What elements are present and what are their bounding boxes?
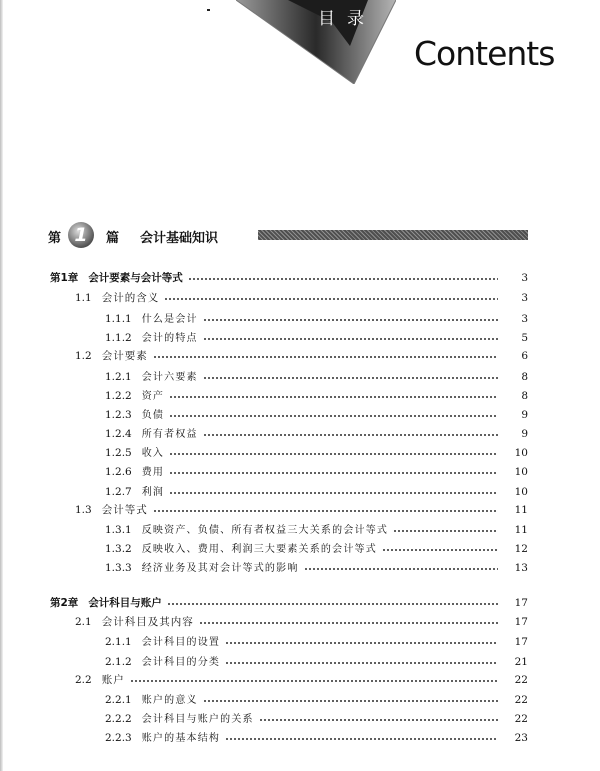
toc-entry-page: 3 xyxy=(521,292,528,304)
toc-entry-page: 22 xyxy=(514,694,528,706)
toc-entry-number: 1.2 xyxy=(75,350,92,362)
toc-entry-title: 账户的基本结构 xyxy=(141,733,221,744)
toc-sub-entry[interactable] xyxy=(0,387,600,405)
toc-sub-entry[interactable] xyxy=(0,483,600,501)
toc-entry-number: 第2章 xyxy=(50,597,79,609)
toc-entry-page: 11 xyxy=(514,524,528,536)
toc-entry-number: 1.1 xyxy=(75,292,92,304)
toc-entry-title: 会计等式 xyxy=(101,504,148,516)
toc-sub-entry[interactable] xyxy=(0,368,600,386)
toc-entry-title: 会计科目的分类 xyxy=(141,657,221,668)
toc-entry-number: 1.3.2 xyxy=(105,543,132,555)
toc-entry-title: 账户的意义 xyxy=(141,695,198,706)
toc-entry-title: 会计科目与账户的关系 xyxy=(141,714,254,725)
toc-entry-page: 13 xyxy=(514,562,528,574)
toc-entry-page: 21 xyxy=(514,656,528,668)
part-suffix: 篇 xyxy=(106,231,120,246)
toc-dot-leader xyxy=(164,295,498,301)
toc-entry-number: 1.2.6 xyxy=(105,466,132,478)
toc-entry-page: 11 xyxy=(514,504,528,516)
toc-entry-number: 2.1.2 xyxy=(105,656,132,668)
toc-entry-number: 2.2.2 xyxy=(105,713,132,725)
toc-entry-number: 1.3 xyxy=(75,504,92,516)
toc-dot-leader xyxy=(169,450,498,456)
toc-dot-leader xyxy=(259,716,498,722)
toc-entry-number: 1.2.3 xyxy=(105,409,132,421)
toc-section-entry[interactable] xyxy=(0,502,600,520)
toc-dot-leader xyxy=(153,353,498,359)
toc-dot-leader xyxy=(169,489,498,495)
toc-entry-page: 3 xyxy=(521,272,528,284)
toc-entry-page: 17 xyxy=(514,616,528,628)
toc-sub-entry[interactable] xyxy=(0,633,600,651)
toc-entry-title: 会计要素与会计等式 xyxy=(88,272,183,284)
toc-dot-leader xyxy=(153,507,498,513)
toc-entry-number: 1.2.2 xyxy=(105,390,132,402)
toc-entry-page: 6 xyxy=(521,350,528,362)
toc-sub-entry[interactable] xyxy=(0,425,600,443)
toc-dot-leader xyxy=(203,431,498,437)
toc-dot-leader xyxy=(169,393,498,399)
toc-section-entry[interactable] xyxy=(0,290,600,308)
toc-dot-leader xyxy=(382,546,498,552)
toc-dot-leader xyxy=(203,697,498,703)
toc-entry-title: 利润 xyxy=(141,487,165,498)
toc-entry-page: 8 xyxy=(521,371,528,383)
toc-sub-entry[interactable] xyxy=(0,406,600,424)
toc-entry-title: 会计科目与账户 xyxy=(88,597,162,609)
toc-entry-number: 1.1.1 xyxy=(105,313,132,325)
toc-dot-leader xyxy=(167,600,498,606)
toc-entry-number: 2.2.1 xyxy=(105,694,132,706)
toc-entry-page: 22 xyxy=(514,674,528,686)
toc-entry-title: 费用 xyxy=(141,467,165,478)
toc-dot-leader xyxy=(225,639,498,645)
toc-entry-title: 所有者权益 xyxy=(141,429,198,440)
toc-chapter-entry[interactable] xyxy=(0,270,600,288)
toc-entry-title: 会计科目及其内容 xyxy=(101,616,194,628)
toc-entry-number: 1.3.1 xyxy=(105,524,132,536)
toc-dot-leader xyxy=(169,469,498,475)
toc-entry-number: 1.3.3 xyxy=(105,562,132,574)
toc-section-entry[interactable] xyxy=(0,614,600,632)
toc-entry-page: 8 xyxy=(521,390,528,402)
toc-entry-title: 会计科目的设置 xyxy=(141,637,221,648)
toc-entry-number: 2.2 xyxy=(75,674,92,686)
toc-entry-page: 23 xyxy=(514,732,528,744)
toc-entry-number: 1.2.1 xyxy=(105,371,132,383)
toc-dot-leader xyxy=(130,677,498,683)
toc-sub-entry[interactable] xyxy=(0,559,600,577)
toc-sub-entry[interactable] xyxy=(0,540,600,558)
toc-entry-title: 会计要素 xyxy=(101,350,148,362)
toc-entry-title: 经济业务及其对会计等式的影响 xyxy=(141,563,299,574)
toc-entry-title: 什么是会计 xyxy=(141,314,198,325)
toc-entry-page: 10 xyxy=(514,486,528,498)
part-title: 会计基础知识 xyxy=(140,231,219,246)
toc-entry-page: 10 xyxy=(514,466,528,478)
toc-sub-entry[interactable] xyxy=(0,329,600,347)
toc-sub-entry[interactable] xyxy=(0,653,600,671)
toc-dot-leader xyxy=(393,527,498,533)
toc-dot-leader xyxy=(203,316,498,322)
toc-entry-page: 17 xyxy=(514,597,528,609)
toc-entry-title: 资产 xyxy=(141,391,165,402)
toc-entry-title: 负债 xyxy=(141,410,165,421)
toc-entry-number: 1.2.4 xyxy=(105,428,132,440)
toc-entry-title: 会计的含义 xyxy=(101,292,160,304)
toc-dot-leader xyxy=(188,275,498,281)
header-title-en: Contents xyxy=(414,34,555,73)
toc-entry-number: 2.1.1 xyxy=(105,636,132,648)
toc-sub-entry[interactable] xyxy=(0,463,600,481)
part-number-badge: 1 xyxy=(68,222,94,248)
toc-chapter-entry[interactable] xyxy=(0,595,600,613)
toc-dot-leader xyxy=(203,335,498,341)
toc-entry-page: 5 xyxy=(521,332,528,344)
toc-dot-leader xyxy=(304,565,498,571)
toc-sub-entry[interactable] xyxy=(0,310,600,328)
toc-entry-page: 9 xyxy=(521,428,528,440)
toc-dot-leader xyxy=(199,619,498,625)
toc-sub-entry[interactable] xyxy=(0,691,600,709)
toc-entry-page: 3 xyxy=(521,313,528,325)
header-title-cn: 目录 xyxy=(318,9,376,29)
toc-entry-number: 1.2.5 xyxy=(105,447,132,459)
toc-entry-title: 会计的特点 xyxy=(141,333,198,344)
toc-entry-number: 第1章 xyxy=(50,272,79,284)
toc-entry-title: 账户 xyxy=(101,674,125,686)
toc-section-entry[interactable] xyxy=(0,348,600,366)
toc-entry-title: 会计六要素 xyxy=(141,372,198,383)
toc-entry-number: 2.2.3 xyxy=(105,732,132,744)
toc-entry-title: 收入 xyxy=(141,448,165,459)
toc-entry-number: 1.2.7 xyxy=(105,486,132,498)
part-prefix: 第 xyxy=(48,231,62,246)
toc-entry-page: 12 xyxy=(514,543,528,555)
toc-entry-number: 1.1.2 xyxy=(105,332,132,344)
toc-entry-number: 2.1 xyxy=(75,616,92,628)
toc-sub-entry[interactable] xyxy=(0,444,600,462)
toc-dot-leader xyxy=(225,659,498,665)
toc-entry-page: 9 xyxy=(521,409,528,421)
toc-dot-leader xyxy=(203,374,498,380)
toc-sub-entry[interactable] xyxy=(0,729,600,747)
toc-entry-page: 10 xyxy=(514,447,528,459)
toc-sub-entry[interactable] xyxy=(0,710,600,728)
toc-entry-page: 17 xyxy=(514,636,528,648)
toc-section-entry[interactable] xyxy=(0,672,600,690)
toc-dot-leader xyxy=(225,735,498,741)
toc-entry-title: 反映资产、负债、所有者权益三大关系的会计等式 xyxy=(141,525,389,536)
toc-dot-leader xyxy=(169,412,498,418)
toc-entry-title: 反映收入、费用、利润三大要素关系的会计等式 xyxy=(141,544,377,555)
toc-entry-page: 22 xyxy=(514,713,528,725)
toc-sub-entry[interactable] xyxy=(0,521,600,539)
